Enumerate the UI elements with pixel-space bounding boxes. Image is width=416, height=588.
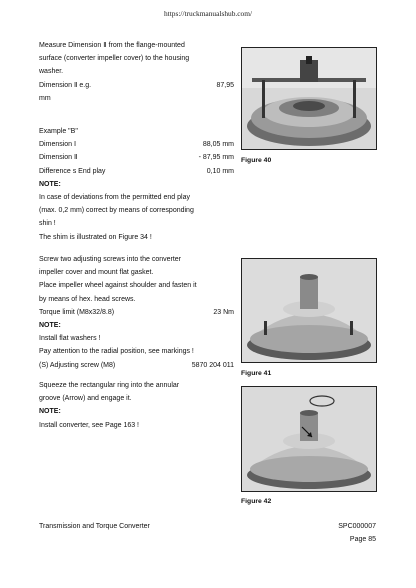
text-line: Measure Dimension Ⅱ from the flange-mounted: [39, 42, 185, 49]
dimension-example-unit: mm: [39, 94, 51, 102]
text-line: Pay attention to the radial position, see markings !: [39, 348, 194, 356]
text-line: surface (converter impeller cover) to the housing: [39, 55, 190, 63]
dimension-example-label: Dimension Ⅱ e.g.: [39, 81, 92, 89]
figure-42-photo: [241, 386, 377, 492]
text-line: In case of deviations from the permitted end play: [39, 194, 190, 202]
figure-40-caption: Figure 40: [241, 157, 272, 164]
section-measure-dimension: [39, 39, 234, 105]
example-row-value: - 87,95 mm: [198, 154, 234, 162]
adjusting-screw-row: [39, 359, 234, 372]
text-line: impeller cover and mount flat gasket.: [39, 269, 154, 277]
note-label: NOTE:: [39, 322, 61, 330]
footer-doc-code: SPC000007: [338, 523, 376, 530]
torque-label: Torque limit (M8x32/8.8): [39, 308, 115, 316]
figure-41-photo: [241, 258, 377, 363]
figure-41-caption: Figure 41: [241, 370, 272, 377]
text-line: Install flat washers !: [39, 335, 101, 343]
text-line: (max. 0,2 mm) correct by means of corresponding: [39, 207, 194, 215]
section-example-b: [39, 125, 234, 244]
text-line: shin !: [39, 220, 56, 228]
section-adjusting-screws: [39, 253, 234, 372]
footer-page-number: Page 85: [349, 536, 376, 543]
torque-value: 23 Nm: [213, 308, 234, 316]
text-line: Squeeze the rectangular ring into the annular: [39, 382, 180, 389]
example-row: [39, 138, 234, 151]
figure-42-caption: Figure 42: [241, 498, 272, 505]
text-line: Install converter, see Page 163 !: [39, 421, 140, 429]
figure-40-photo: [241, 47, 377, 150]
example-row-value: 88,05 mm: [202, 141, 234, 149]
example-row-label: Dimension Ⅱ: [39, 154, 78, 162]
text-line: Screw two adjusting screws into the converter: [39, 256, 182, 263]
note-label: NOTE:: [39, 408, 61, 416]
note-label: NOTE:: [39, 180, 61, 188]
torque-row: [39, 306, 234, 319]
text-line: Place impeller wheel against shoulder and fasten it: [39, 282, 197, 290]
adjusting-screw-label: (S) Adjusting screw (M8): [39, 361, 116, 369]
example-title: Example "B": [39, 128, 78, 135]
dimension-example-value: 87,95: [216, 81, 234, 89]
example-row: [39, 151, 234, 164]
example-row-label: Dimension Ⅰ: [39, 141, 77, 149]
footer-title: Transmission and Torque Converter: [39, 523, 150, 530]
dimension-example-row: [39, 79, 234, 92]
header-url[interactable]: https://truckmanualshub.com/: [163, 9, 253, 18]
section-rectangular-ring: [39, 379, 234, 432]
shim-reference: The shim is illustrated on Figure 34 !: [39, 233, 152, 241]
text-line: by means of hex. head screws.: [39, 295, 136, 303]
example-row-value: 0,10 mm: [206, 167, 234, 175]
example-row: [39, 165, 234, 178]
adjusting-screw-part-number: 5870 204 011: [191, 361, 234, 369]
example-row-label: Difference s End play: [39, 167, 106, 175]
text-line: groove (Arrow) and engage it.: [39, 395, 132, 403]
text-line: washer.: [39, 68, 64, 76]
